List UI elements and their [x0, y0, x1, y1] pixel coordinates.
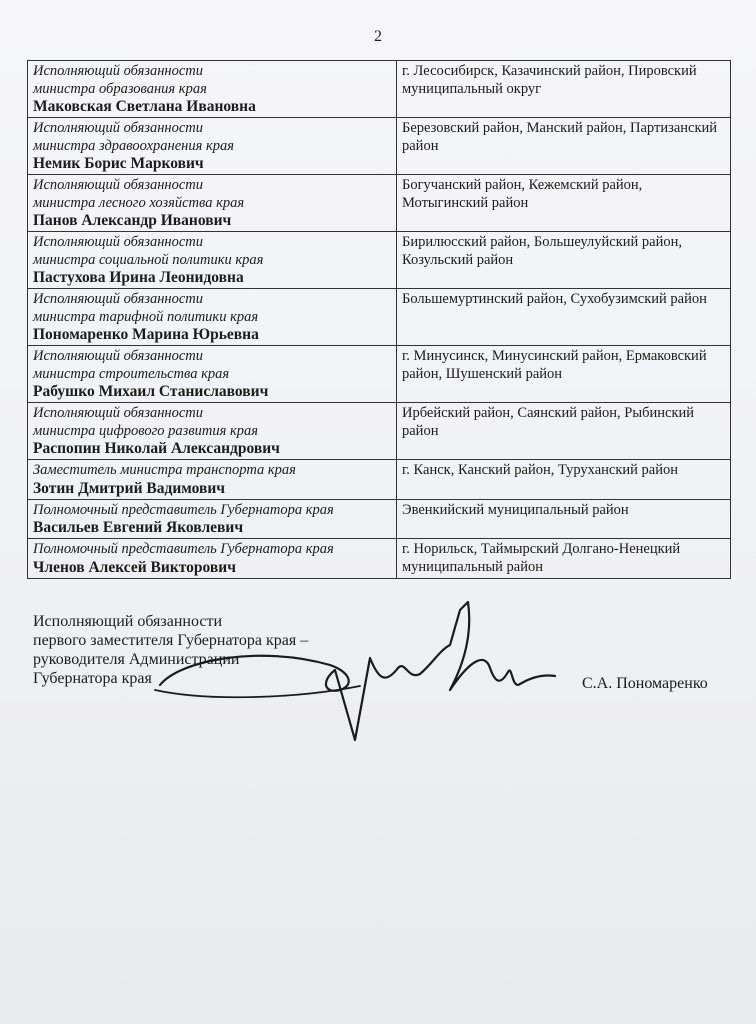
territory-cell: [397, 289, 731, 346]
official-cell: [28, 232, 397, 289]
territory-cell: [397, 346, 731, 403]
table-row: [28, 499, 731, 539]
official-name: Панов Александр Иванович: [33, 212, 232, 229]
territory-text: Большемуртинский район, Сухобузимский район: [402, 291, 707, 307]
official-position: Исполняющий обязанности министра социальной политики края: [33, 234, 264, 268]
official-position: Исполняющий обязанности министра строительства края: [33, 348, 230, 382]
table-row: [28, 175, 731, 232]
table-row: [28, 232, 731, 289]
official-position: Полномочный представитель Губернатора края: [33, 541, 334, 557]
territory-cell: [397, 499, 731, 539]
table-row: [28, 118, 731, 175]
territory-text: Бирилюсский район, Большеулуйский район, Козульский район: [402, 234, 682, 268]
official-cell: [28, 61, 397, 118]
territory-text: Богучанский район, Кежемский район, Мотыгинский район: [402, 177, 643, 211]
territory-text: Березовский район, Манский район, Партизанский район: [402, 120, 718, 154]
territory-cell: [397, 118, 731, 175]
assignments-table: [27, 60, 731, 579]
table-row: [28, 289, 731, 346]
official-name: Немик Борис Маркович: [33, 155, 204, 172]
territory-cell: [397, 403, 731, 460]
territory-text: Ирбейский район, Саянский район, Рыбинский район: [402, 405, 695, 439]
table-row: [28, 460, 731, 500]
territory-text: Эвенкийский муниципальный район: [402, 501, 629, 518]
official-cell: [28, 460, 397, 500]
official-name: Маковская Светлана Ивановна: [33, 98, 256, 115]
table-row: [28, 61, 731, 118]
official-position: Исполняющий обязанности министра образования края: [33, 63, 207, 97]
territory-text: г. Канск, Канский район, Туруханский район: [402, 462, 679, 478]
signatory-name: С.А. Пономаренко: [582, 675, 708, 692]
official-name: Распопин Николай Александрович: [33, 440, 280, 457]
territory-cell: [397, 61, 731, 118]
official-cell: [28, 118, 397, 175]
official-cell: [28, 403, 397, 460]
official-name: Пастухова Ирина Леонидовна: [33, 269, 244, 286]
territory-text: г. Минусинск, Минусинский район, Ермаковский район, Шушенский район: [402, 348, 707, 382]
territory-cell: [397, 539, 731, 579]
official-name: Зотин Дмитрий Вадимович: [33, 479, 226, 497]
official-cell: [28, 346, 397, 403]
territory-cell: [397, 232, 731, 289]
territory-text: г. Норильск, Таймырский Долгано-Ненецкий муниципальный район: [402, 541, 681, 575]
page-number: 2: [374, 28, 382, 45]
table-row: [28, 346, 731, 403]
official-cell: [28, 539, 397, 579]
official-name: Членов Алексей Викторович: [33, 558, 236, 576]
signatory-position: Исполняющий обязанности первого заместителя Губернатора края – руководителя Администрации Губернатора края: [33, 613, 309, 687]
territory-text: г. Лесосибирск, Казачинский район, Пировский муниципальный округ: [402, 63, 697, 97]
official-position: Заместитель министра транспорта края: [33, 462, 296, 478]
official-cell: [28, 289, 397, 346]
handwritten-signature: [150, 590, 570, 750]
official-position: Исполняющий обязанности министра тарифной политики края: [33, 291, 259, 325]
official-position: Полномочный представитель Губернатора края: [33, 501, 334, 518]
official-cell: [28, 175, 397, 232]
table-row: [28, 539, 731, 579]
official-position: Исполняющий обязанности министра цифрового развития края: [33, 405, 258, 439]
official-position: Исполняющий обязанности министра лесного хозяйства края: [33, 177, 245, 211]
official-cell: [28, 499, 397, 539]
official-name: Пономаренко Марина Юрьевна: [33, 326, 259, 343]
official-name: Васильев Евгений Яковлевич: [33, 519, 244, 536]
territory-cell: [397, 175, 731, 232]
official-position: Исполняющий обязанности министра здравоохранения края: [33, 120, 234, 154]
territory-cell: [397, 460, 731, 500]
official-name: Рабушко Михаил Станиславович: [33, 383, 269, 400]
table-row: [28, 403, 731, 460]
